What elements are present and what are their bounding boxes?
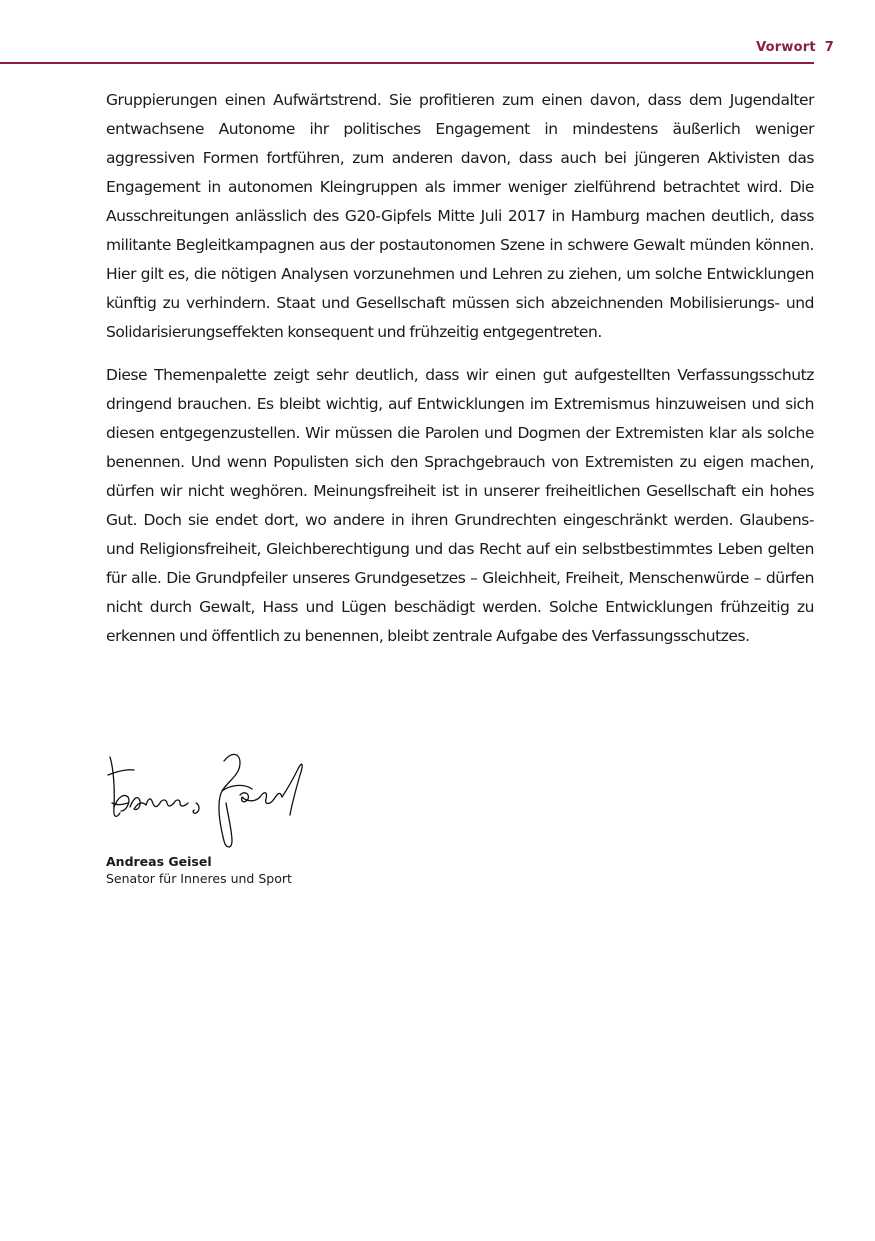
paragraph-1: Gruppierungen einen Aufwärtstrend. Sie profitieren zum einen davon, dass dem Jugendalter entwachsene Autonome ihr politisches Engagement in mindestens äußerlich weniger aggressiven Formen fortführen, zum anderen davon, dass auch bei jüngeren Aktivisten das Engagement in autonomen Kleingruppen als immer weniger zielführend betrachtet wird. Die Ausschreitungen anlässlich des G20-Gipfels Mitte Juli 2017 in Hamburg machen deutlich, dass militante Begleitkampagnen aus der postautonomen Szene in schwere Gewalt münden können. Hier gilt es, die nötigen Analysen vorzunehmen und Lehren zu ziehen, um solche Entwicklungen künftig zu verhindern. Staat und Gesellschaft müssen sich abzeichnenden Mobilisierungs- und Solidarisierungseffekten konsequent und frühzeitig entgegentreten. <box>106 91 814 341</box>
body-text <box>106 86 814 665</box>
header-rule <box>0 62 814 64</box>
signer-name: Andreas Geisel <box>106 854 212 869</box>
signer-title: Senator für Inneres und Sport <box>106 871 292 886</box>
signer-block <box>106 853 292 888</box>
section-title: Vorwort <box>756 40 816 55</box>
page-number: 7 <box>824 40 834 55</box>
running-header <box>756 40 834 55</box>
paragraph-2: Diese Themenpalette zeigt sehr deutlich, dass wir einen gut aufgestellten Verfassungsschutz dringend brauchen. Es bleibt wichtig, auf Entwicklungen im Extremismus hinzuweisen und sich diesen entgegenzustellen. Wir müssen die Parolen und Dogmen der Extremisten klar als solche benennen. Und wenn Populisten sich den Sprachgebrauch von Extremisten zu eigen machen, dürfen wir nicht weghören. Meinungsfreiheit ist in unserer freiheitlichen Gesellschaft ein hohes Gut. Doch sie endet dort, wo andere in ihren Grundrechten eingeschränkt werden. Glaubens- und Religionsfreiheit, Gleichberechtigung und das Recht auf ein selbstbestimmtes Leben gelten für alle. Die Grundpfeiler unseres Grundgesetzes – Gleichheit, Freiheit, Menschenwürde – dürfen nicht durch Gewalt, Hass und Lügen beschädigt werden. Solche Entwicklungen frühzeitig zu erkennen und öffentlich zu benennen, bleibt zentrale Aufgabe des Verfassungsschutzes. <box>106 366 814 645</box>
handwritten-signature-icon <box>104 745 314 850</box>
